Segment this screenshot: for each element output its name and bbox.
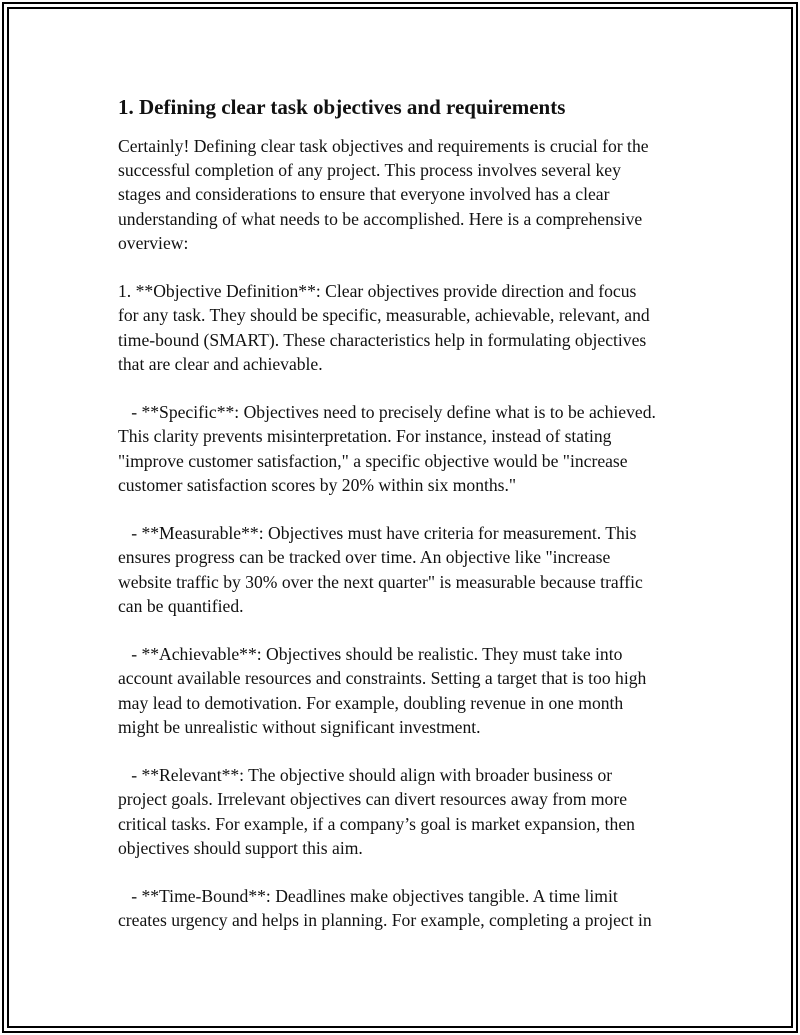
text-line: can be quantified. [118, 595, 244, 616]
section-heading: 1. Defining clear task objectives and requirements [118, 95, 566, 119]
text-line: time-bound (SMART). These characteristics help in formulating objectives [118, 329, 647, 350]
text-line: might be unrealistic without significant investment. [118, 716, 481, 737]
text-line: "improve customer satisfaction," a specific objective would be "increase [118, 450, 628, 471]
text-line: website traffic by 30% over the next quarter" is measurable because traffic [118, 571, 643, 592]
text-line: - **Achievable**: Objectives should be realistic. They must take into [118, 644, 623, 665]
text-line: may lead to demotivation. For example, doubling revenue in one month [118, 692, 624, 713]
text-line: - **Measurable**: Objectives must have criteria for measurement. This [118, 523, 637, 544]
text-line: understanding of what needs to be accomplished. Here is a comprehensive [118, 208, 643, 229]
text-line: ensures progress can be tracked over time. An objective like "increase [118, 547, 611, 568]
relevant-paragraph [118, 763, 693, 860]
text-line: project goals. Irrelevant objectives can divert resources away from more [118, 789, 628, 810]
text-line: for any task. They should be specific, measurable, achievable, relevant, and [118, 305, 650, 326]
text-line: customer satisfaction scores by 20% within six months." [118, 474, 517, 495]
time-bound-paragraph [118, 884, 693, 932]
document-body [118, 94, 693, 957]
measurable-paragraph [118, 521, 693, 618]
intro-paragraph [118, 134, 693, 255]
objective-definition-paragraph [118, 279, 693, 376]
text-line: critical tasks. For example, if a company’s goal is market expansion, then [118, 813, 635, 834]
specific-paragraph [118, 400, 693, 497]
text-line: Certainly! Defining clear task objectives and requirements is crucial for the [118, 136, 649, 156]
text-line: - **Specific**: Objectives need to precisely define what is to be achieved. [118, 402, 656, 423]
text-line: - **Time-Bound**: Deadlines make objectives tangible. A time limit [118, 886, 618, 907]
text-line: 1. **Objective Definition**: Clear objectives provide direction and focus [118, 281, 637, 302]
text-line: objectives should support this aim. [118, 837, 363, 858]
text-line: that are clear and achievable. [118, 353, 323, 374]
text-line: creates urgency and helps in planning. For example, completing a project in [118, 910, 652, 931]
text-line: account available resources and constraints. Setting a target that is too high [118, 668, 647, 689]
achievable-paragraph [118, 642, 693, 739]
text-line: overview: [118, 232, 189, 253]
text-line: stages and considerations to ensure that everyone involved has a clear [118, 184, 610, 205]
text-line: This clarity prevents misinterpretation. For instance, instead of stating [118, 426, 612, 447]
text-line: - **Relevant**: The objective should align with broader business or [118, 765, 613, 786]
text-line: successful completion of any project. This process involves several key [118, 160, 621, 181]
